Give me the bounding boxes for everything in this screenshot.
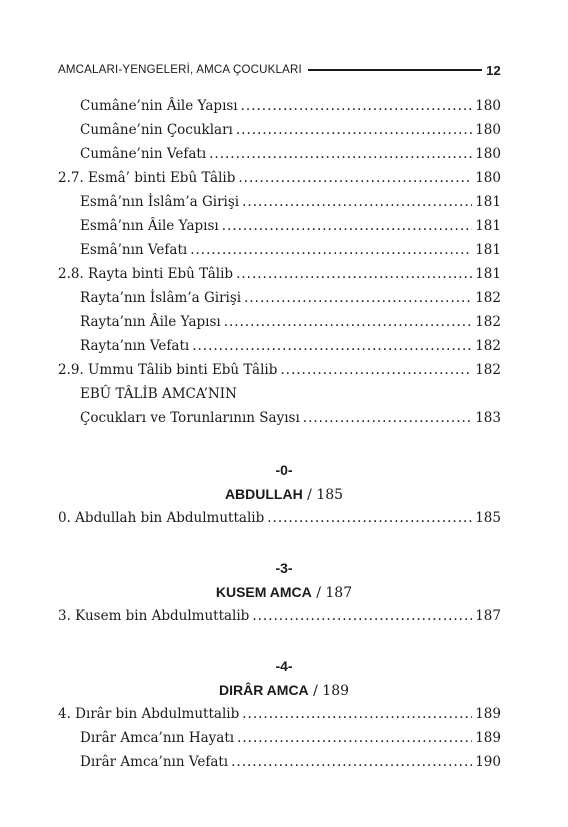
toc-entry-page: 180	[475, 170, 501, 186]
page-number: 12	[486, 62, 501, 78]
dot-leader	[192, 338, 472, 354]
toc-entry	[58, 706, 501, 728]
toc-entry	[80, 242, 501, 264]
toc-entry-page: 180	[475, 146, 501, 162]
toc-entry	[80, 314, 501, 336]
toc-entry	[80, 122, 501, 144]
dot-leader	[190, 242, 472, 258]
section-page-ref: / 187	[311, 585, 353, 601]
toc-entry-title: Dırâr Amca’nın Vefatı	[80, 754, 229, 770]
toc-entry	[80, 338, 501, 360]
toc-entry-page: 180	[475, 122, 501, 138]
toc-entry-page: 181	[475, 266, 501, 282]
toc-entry	[58, 510, 501, 532]
toc-entry-page: 181	[475, 194, 501, 210]
toc-entry	[58, 608, 501, 630]
toc-entry-title: Rayta’nın Âile Yapısı	[80, 314, 221, 330]
summary-heading: EBÛ TÂLİB AMCA’NIN	[80, 386, 237, 402]
section-page-ref: / 189	[308, 683, 350, 699]
toc-entry-title: 2.9. Ummu Tâlib binti Ebû Tâlib	[58, 362, 278, 378]
header-rule	[308, 69, 482, 71]
toc-entry-title: Esmâ’nın Vefatı	[80, 242, 188, 258]
toc-entry-page: 181	[475, 242, 501, 258]
toc-entry-page: 181	[475, 218, 501, 234]
toc-entry-page: 187	[475, 608, 501, 624]
toc-entry-title: 4. Dırâr bin Abdulmuttalib	[58, 706, 240, 722]
section-name: KUSEM AMCA	[215, 584, 312, 600]
dot-leader	[303, 410, 472, 426]
dot-leader	[231, 754, 472, 770]
dot-leader	[209, 146, 472, 162]
toc-entry-title: Cumâne’nin Vefatı	[80, 146, 207, 162]
toc-entry	[80, 146, 501, 168]
dot-leader	[242, 706, 472, 722]
section-number: -0-	[275, 462, 293, 478]
dot-leader	[236, 266, 472, 282]
dot-leader	[241, 98, 473, 114]
running-title: AMCALARI-YENGELERİ, AMCA ÇOCUKLARI	[58, 64, 302, 76]
section-page-ref: / 185	[302, 487, 344, 503]
section-title	[0, 486, 568, 503]
section-name: ABDULLAH	[224, 486, 303, 502]
section-title	[0, 584, 568, 601]
dot-leader	[222, 218, 473, 234]
toc-entry	[58, 362, 501, 384]
toc-entry-page: 185	[475, 510, 501, 526]
toc-entry-title: 2.7. Esmâ’ binti Ebû Tâlib	[58, 170, 236, 186]
section-name: DIRÂR AMCA	[218, 682, 309, 698]
toc-entry-page: 189	[475, 706, 501, 722]
toc-entry	[80, 410, 501, 432]
toc-entry-title: Rayta’nın Vefatı	[80, 338, 190, 354]
dot-leader	[224, 314, 473, 330]
toc-entry-title: Esmâ’nın İslâm’a Girişi	[80, 194, 240, 210]
toc-entry	[58, 170, 501, 192]
toc-entry-page: 180	[475, 98, 501, 114]
section-number: -4-	[275, 658, 293, 674]
section-number: -3-	[275, 560, 293, 576]
toc-entry	[80, 730, 501, 752]
toc-entry-page: 190	[475, 754, 501, 770]
dot-leader	[252, 608, 472, 624]
toc-entry-title: Esmâ’nın Âile Yapısı	[80, 218, 219, 234]
toc-entry	[80, 754, 501, 776]
running-header	[58, 60, 501, 80]
toc-entry-title: 3. Kusem bin Abdulmuttalib	[58, 608, 250, 624]
toc-entry-title: 2.8. Rayta binti Ebû Tâlib	[58, 266, 234, 282]
toc-entry-page: 182	[475, 314, 501, 330]
dot-leader	[244, 290, 472, 306]
toc-entry-title: Çocukları ve Torunlarının Sayısı	[80, 410, 300, 426]
toc-entry-page: 183	[475, 410, 501, 426]
dot-leader	[236, 122, 472, 138]
section-title	[0, 682, 568, 699]
toc-entry-page: 182	[475, 362, 501, 378]
toc-entry-title: Cumâne’nin Çocukları	[80, 122, 233, 138]
toc-entry-page: 182	[475, 338, 501, 354]
toc-entry	[80, 194, 501, 216]
toc-entry-title: 0. Abdullah bin Abdulmuttalib	[58, 510, 265, 526]
toc-entry-title: Dırâr Amca’nın Hayatı	[80, 730, 235, 746]
toc-entry-title: Cumâne’nin Âile Yapısı	[80, 98, 238, 114]
toc-entry-page: 182	[475, 290, 501, 306]
toc-entry-page: 189	[475, 730, 501, 746]
dot-leader	[280, 362, 472, 378]
toc-entry	[80, 290, 501, 312]
toc-entry	[58, 266, 501, 288]
dot-leader	[237, 730, 472, 746]
dot-leader	[267, 510, 472, 526]
dot-leader	[238, 170, 472, 186]
dot-leader	[242, 194, 472, 210]
toc-entry-title: Rayta’nın İslâm’a Girişi	[80, 290, 242, 306]
toc-entry	[80, 218, 501, 240]
toc-entry	[80, 98, 501, 120]
